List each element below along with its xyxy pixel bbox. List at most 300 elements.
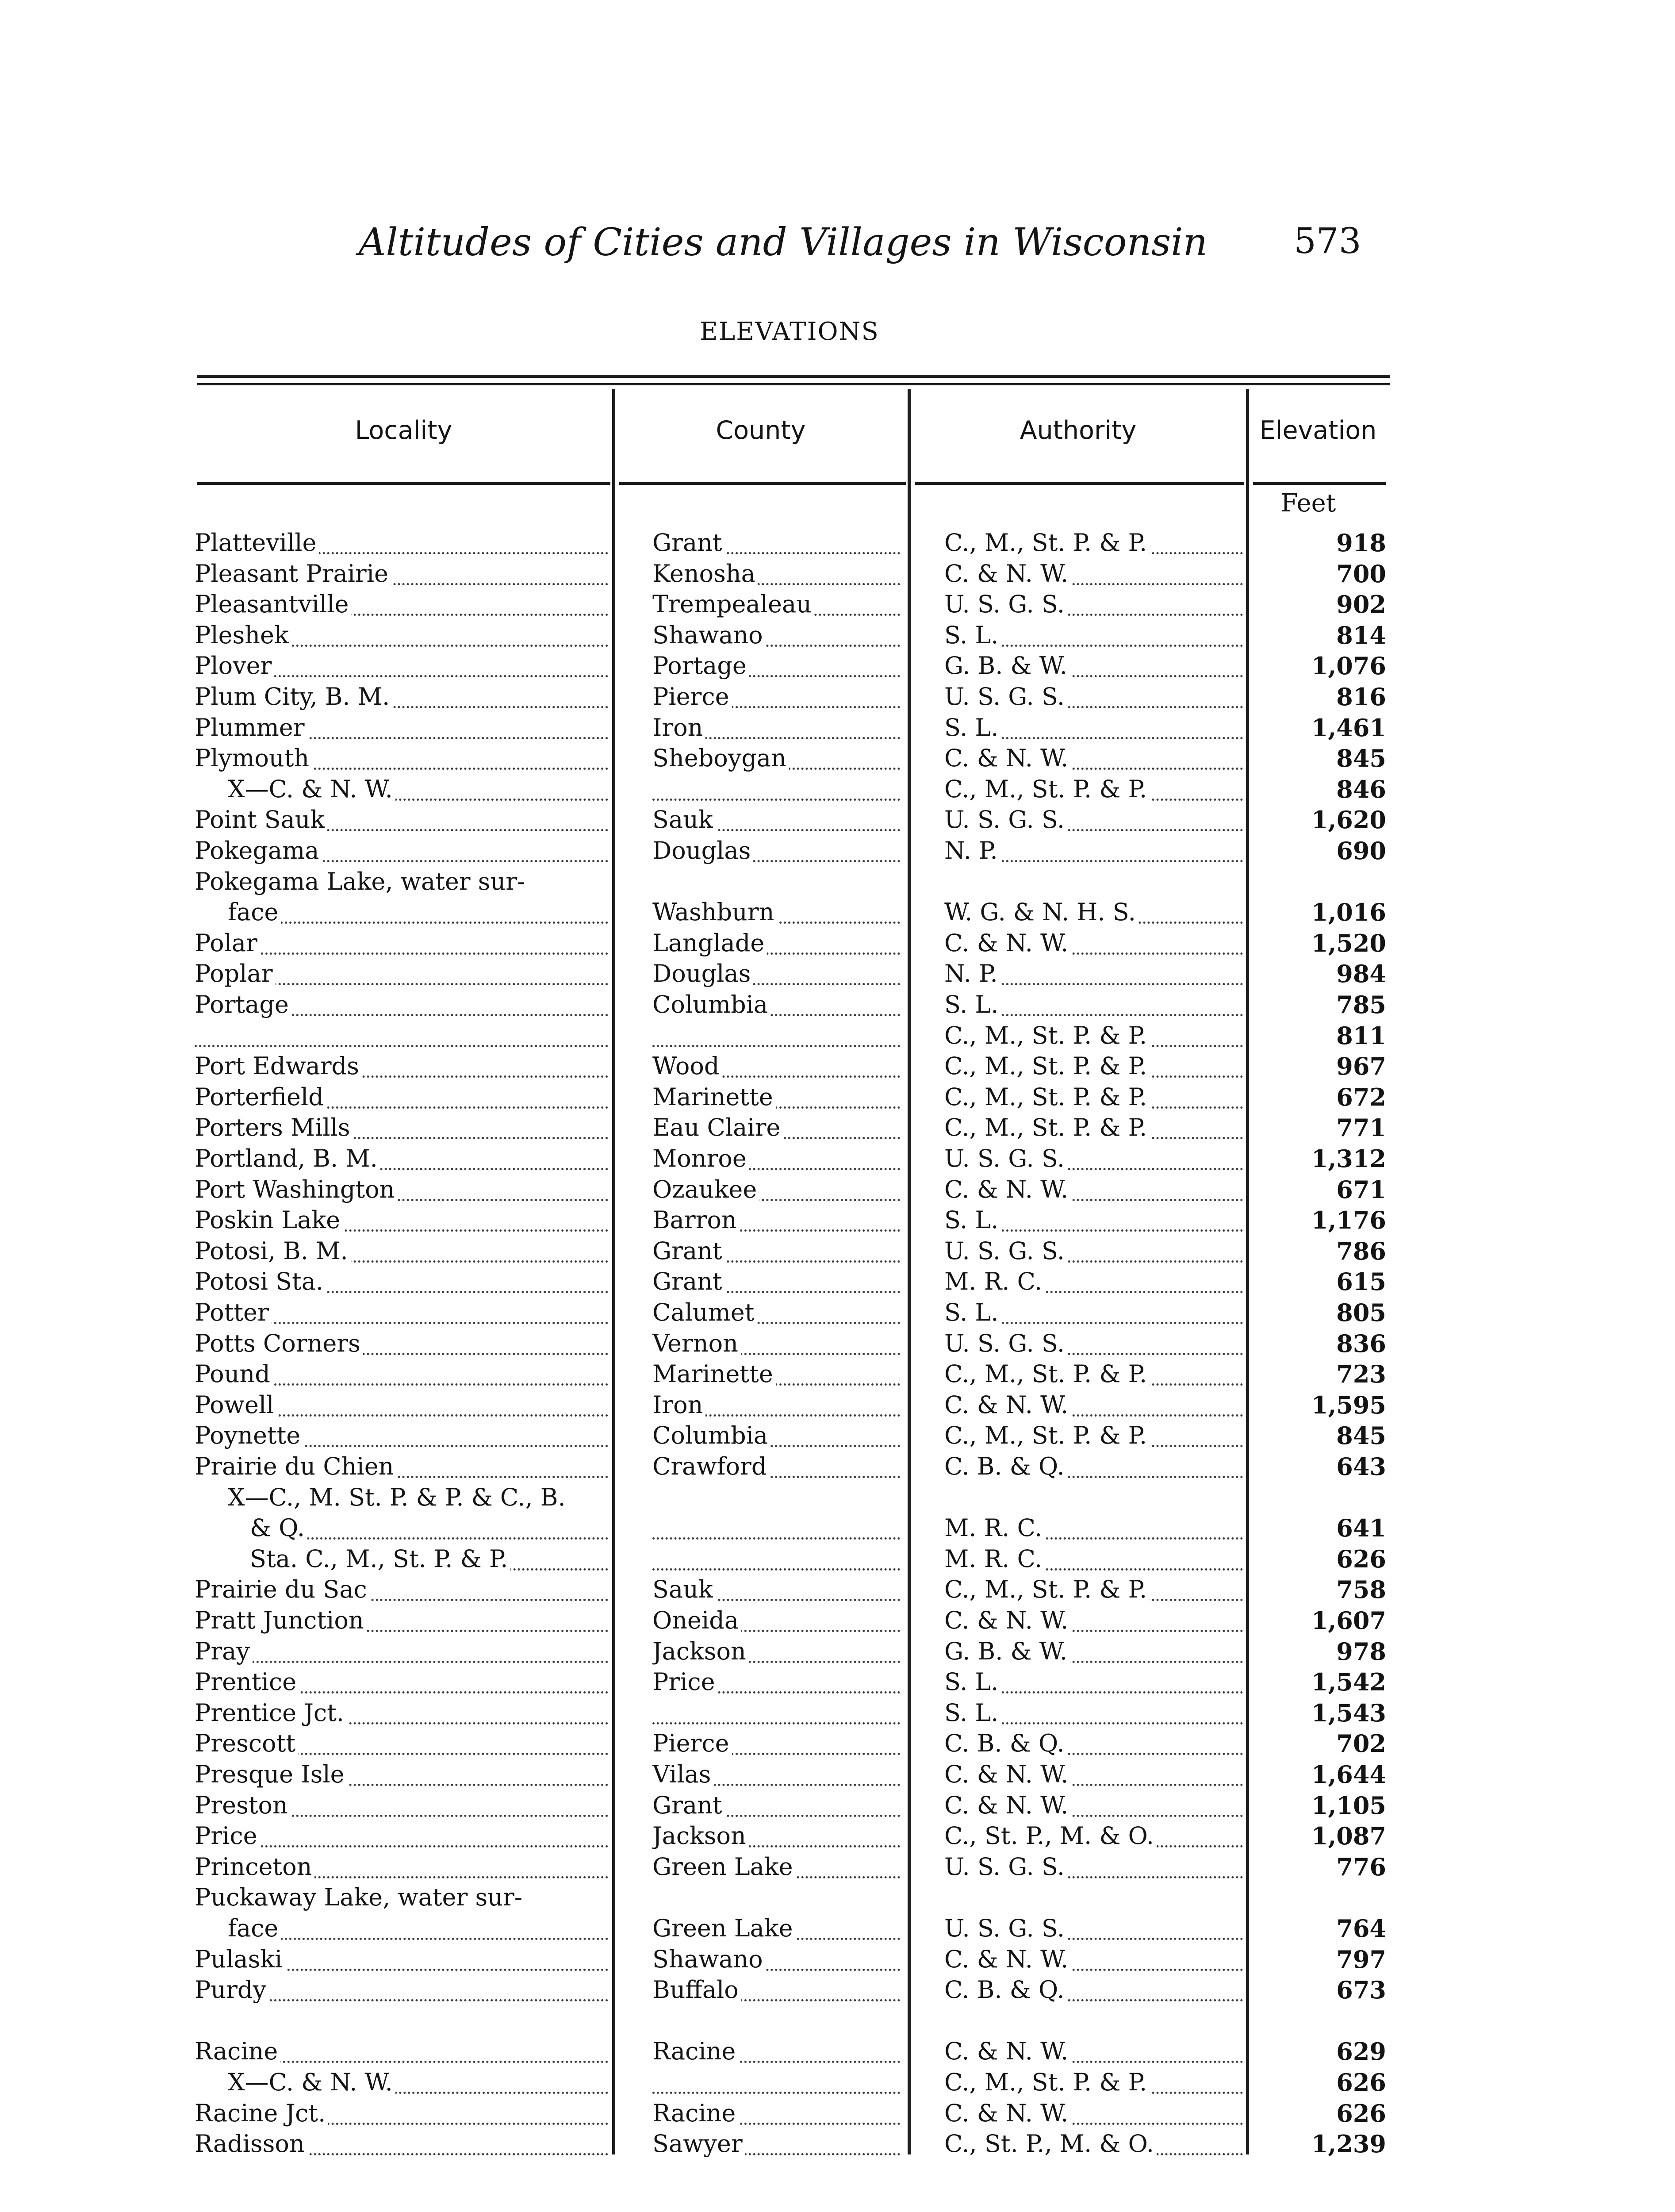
authority-cell (944, 1916, 1243, 1944)
elevation-cell-text: 902 (1336, 592, 1389, 618)
county-cell (652, 1763, 900, 1790)
county-cell-text: Kenosha (652, 562, 758, 588)
county-cell (652, 1701, 900, 1728)
county-cell-text: Racine (652, 2101, 738, 2127)
locality-cell-text: Racine Jct. (195, 2101, 328, 2127)
authority-cell (944, 1116, 1243, 1143)
locality-cell-text: Purdy (195, 1978, 269, 2004)
county-cell (652, 1978, 900, 2005)
locality-cell-text: Pokegama Lake, water sur- (195, 870, 528, 895)
authority-cell-text: N. P. (944, 962, 1000, 987)
locality-cell (195, 1578, 608, 1605)
authority-cell (944, 1393, 1243, 1421)
locality-cell (195, 931, 608, 959)
locality-cell (195, 808, 608, 835)
authority-cell-text: G. B. & W. (944, 1640, 1070, 1665)
authority-cell-text: S. L. (944, 1208, 1001, 1234)
authority-cell-text: C. & N. W. (944, 1178, 1071, 1203)
locality-cell-text: Prentice (195, 1670, 299, 1696)
elevation-cell-text: 1,607 (1311, 1609, 1389, 1635)
authority-cell-text: C. & N. W. (944, 931, 1071, 957)
authority-cell (944, 1024, 1243, 1051)
county-cell (652, 1270, 900, 1297)
county-cell (652, 685, 900, 712)
elevation-cell-text: 786 (1336, 1239, 1389, 1265)
locality-cell (195, 870, 608, 897)
authority-cell (944, 1670, 1243, 1697)
elevation-cell-text: 671 (1336, 1178, 1389, 1204)
elevation-cell-text: 846 (1336, 777, 1389, 803)
locality-cell-text: Pound (195, 1362, 273, 1388)
locality-cell-text: Powell (195, 1393, 276, 1419)
locality-cell-text: Port Washington (195, 1178, 397, 1203)
county-cell-text: Shawano (652, 1947, 766, 1973)
authority-cell (944, 808, 1243, 835)
locality-cell-text: Plymouth (195, 746, 312, 772)
locality-cell (195, 1978, 608, 2005)
county-cell (652, 654, 900, 681)
locality-cell (195, 685, 608, 712)
county-cell-text: Marinette (652, 1085, 776, 1111)
county-cell (652, 1640, 900, 1667)
county-cell (652, 1855, 900, 1882)
authority-cell (944, 716, 1243, 743)
elevation-cell (1252, 839, 1389, 866)
locality-cell (195, 1886, 608, 1913)
elevation-cell (1252, 1732, 1389, 1759)
elevation-cell-text: 673 (1336, 1978, 1389, 2004)
elevation-cell (1252, 2101, 1389, 2129)
authority-cell (944, 839, 1243, 866)
county-cell (652, 1824, 900, 1851)
county-cell-text: Sauk (652, 808, 716, 833)
authority-cell (944, 1085, 1243, 1113)
locality-cell (195, 562, 608, 589)
county-cell (652, 623, 900, 651)
authority-cell-text: C. & N. W. (944, 1763, 1071, 1788)
authority-cell (944, 1147, 1243, 1174)
authority-cell-text: U. S. G. S. (944, 592, 1067, 618)
locality-cell-text: Portland, B. M. (195, 1147, 380, 1172)
locality-cell-text: face (228, 1916, 281, 1942)
county-cell (652, 962, 900, 989)
elevation-cell (1252, 1085, 1389, 1113)
elevation-cell (1252, 623, 1389, 651)
locality-cell-text: Sta. C., M., St. P. & P. (250, 1547, 510, 1573)
locality-cell (228, 1486, 608, 1513)
locality-cell (195, 1824, 608, 1851)
table-caption: ELEVATIONS (700, 317, 879, 346)
county-cell-text: Wood (652, 1054, 722, 1080)
county-cell-text: Sheboygan (652, 746, 789, 772)
county-cell-text: Marinette (652, 1362, 776, 1388)
elevation-cell (1252, 1147, 1389, 1174)
authority-cell (944, 746, 1243, 774)
county-cell-text: Grant (652, 1793, 725, 1819)
elevation-cell-text: 629 (1336, 2039, 1389, 2066)
locality-cell-text: Portage (195, 993, 291, 1018)
locality-cell (195, 1024, 608, 1051)
elevation-cell-text: 626 (1336, 2070, 1389, 2097)
locality-cell-text: Pulaski (195, 1947, 285, 1973)
elevation-cell (1252, 1270, 1389, 1297)
county-cell (652, 1178, 900, 1205)
elevation-cell (1252, 1609, 1389, 1636)
dot-leader (195, 1045, 608, 1047)
authority-cell (944, 1793, 1243, 1821)
county-cell-text: Grant (652, 1239, 725, 1265)
locality-cell-text: Prescott (195, 1732, 298, 1757)
locality-cell-text: & Q. (250, 1516, 307, 1542)
locality-cell-text: Polar (195, 931, 260, 957)
county-cell-text: Ozaukee (652, 1178, 759, 1203)
authority-cell (944, 1978, 1243, 2005)
authority-cell-text: C., M., St. P. & P. (944, 1054, 1150, 1080)
authority-cell-text: N. P. (944, 839, 1000, 864)
county-cell (652, 900, 900, 928)
county-cell-text: Iron (652, 1393, 705, 1419)
county-cell (652, 1085, 900, 1113)
locality-cell (195, 1640, 608, 1667)
locality-cell (195, 2101, 608, 2129)
county-cell (652, 1547, 900, 1575)
locality-cell-text: Pokegama (195, 839, 322, 864)
county-cell (652, 1116, 900, 1143)
locality-cell (195, 1054, 608, 1082)
authority-cell-text: C. B. & Q. (944, 1978, 1067, 2004)
elevation-cell (1252, 2132, 1389, 2159)
elevation-cell (1252, 1362, 1389, 1390)
locality-cell (195, 1085, 608, 1113)
authority-cell (944, 777, 1243, 805)
elevation-cell-text: 1,620 (1311, 808, 1389, 834)
dot-leader (652, 1568, 900, 1571)
county-cell-text: Buffalo (652, 1978, 741, 2004)
authority-cell (944, 1516, 1243, 1544)
elevation-cell (1252, 1116, 1389, 1143)
locality-cell (195, 623, 608, 651)
locality-cell (195, 2039, 608, 2067)
county-cell-text: Douglas (652, 839, 753, 864)
authority-cell (944, 531, 1243, 558)
page-number: 573 (1294, 220, 1361, 261)
locality-cell (250, 1547, 608, 1575)
county-cell (652, 1455, 900, 1482)
locality-cell-text: Pleasant Prairie (195, 562, 391, 588)
elevation-cell-text: 967 (1336, 1054, 1389, 1080)
authority-cell-text: C., St. P., M. & O. (944, 2132, 1157, 2158)
locality-cell (250, 1516, 608, 1544)
locality-cell (195, 716, 608, 743)
elevation-cell (1252, 1424, 1389, 1451)
locality-cell (228, 2070, 608, 2098)
elevation-cell (1252, 685, 1389, 712)
county-cell (652, 1793, 900, 1821)
elevation-cell (1252, 1824, 1389, 1851)
authority-cell (944, 1640, 1243, 1667)
county-cell (652, 592, 900, 620)
column-header-locality: Locality (355, 416, 452, 445)
column-header-elevation: Elevation (1259, 416, 1377, 445)
authority-cell (944, 1239, 1243, 1267)
authority-cell (944, 900, 1243, 928)
locality-cell-text: Puckaway Lake, water sur- (195, 1886, 525, 1911)
authority-cell-text: C. & N. W. (944, 1793, 1071, 1819)
authority-cell-text: C., M., St. P. & P. (944, 1024, 1150, 1049)
elevation-cell-text: 1,461 (1311, 716, 1389, 742)
authority-cell (944, 2101, 1243, 2129)
locality-cell (195, 1270, 608, 1297)
elevation-cell-text: 805 (1336, 1301, 1389, 1327)
county-cell-text: Grant (652, 1270, 725, 1295)
locality-cell-text: Poplar (195, 962, 276, 987)
elevation-cell (1252, 808, 1389, 835)
elevation-cell (1252, 1763, 1389, 1790)
elevation-cell-text: 702 (1336, 1732, 1389, 1758)
authority-cell-text: U. S. G. S. (944, 1855, 1067, 1881)
authority-cell-text: C., M., St. P. & P. (944, 1362, 1150, 1388)
county-cell (652, 839, 900, 866)
locality-cell-text: X—C. & N. W. (228, 2070, 395, 2096)
locality-cell (228, 900, 608, 928)
authority-cell (944, 2039, 1243, 2067)
authority-cell-text: C., M., St. P. & P. (944, 777, 1150, 803)
elevation-cell-text: 776 (1336, 1855, 1389, 1881)
authority-cell-text: C. & N. W. (944, 2039, 1071, 2065)
elevation-cell-text: 836 (1336, 1332, 1389, 1358)
elevation-cell (1252, 931, 1389, 959)
authority-cell-text: C. & N. W. (944, 1609, 1071, 1634)
county-cell-text: Crawford (652, 1455, 769, 1480)
elevation-cell (1252, 1978, 1389, 2005)
county-cell-text: Trempealeau (652, 592, 814, 618)
locality-cell (228, 1916, 608, 1944)
county-cell (652, 2039, 900, 2067)
elevation-cell (1252, 900, 1389, 928)
locality-cell (195, 1793, 608, 1821)
authority-cell (944, 685, 1243, 712)
county-cell (652, 1609, 900, 1636)
elevation-cell (1252, 531, 1389, 558)
county-cell (652, 1670, 900, 1697)
locality-cell-text: Price (195, 1824, 260, 1850)
authority-cell (944, 1947, 1243, 1975)
elevation-cell-text: 1,542 (1311, 1670, 1389, 1696)
county-cell-text: Barron (652, 1208, 740, 1234)
elevation-cell-text: 797 (1336, 1947, 1389, 1974)
locality-cell (195, 1362, 608, 1390)
elevation-cell (1252, 1054, 1389, 1082)
locality-cell (195, 531, 608, 558)
locality-cell-text: Racine (195, 2039, 280, 2065)
elevation-cell-text: 1,595 (1311, 1393, 1389, 1419)
authority-cell-text: U. S. G. S. (944, 685, 1067, 710)
authority-cell-text: C. & N. W. (944, 746, 1071, 772)
elevation-cell-text: 978 (1336, 1640, 1389, 1666)
county-cell (652, 1147, 900, 1174)
elevation-cell (1252, 1455, 1389, 1482)
elevation-cell-text: 1,312 (1311, 1147, 1389, 1173)
column-header-authority: Authority (1020, 416, 1137, 445)
elevation-cell-text: 814 (1336, 623, 1389, 649)
county-cell (652, 1516, 900, 1544)
county-cell-text: Green Lake (652, 1855, 796, 1881)
county-cell (652, 531, 900, 558)
authority-cell-text: S. L. (944, 623, 1001, 649)
locality-cell (195, 654, 608, 681)
elevation-units: Feet (1280, 489, 1336, 518)
locality-cell (195, 1332, 608, 1359)
elevation-cell (1252, 1547, 1389, 1575)
locality-cell (195, 1609, 608, 1636)
authority-cell-text: C., St. P., M. & O. (944, 1824, 1157, 1850)
county-cell (652, 1301, 900, 1328)
county-cell (652, 1947, 900, 1975)
county-cell (652, 1239, 900, 1267)
elevation-cell (1252, 1916, 1389, 1944)
authority-cell-text: C., M., St. P. & P. (944, 1578, 1150, 1603)
authority-cell (944, 654, 1243, 681)
elevation-cell (1252, 716, 1389, 743)
locality-cell-text: Potts Corners (195, 1332, 363, 1357)
authority-cell (944, 993, 1243, 1020)
locality-cell-text: Pray (195, 1640, 253, 1665)
page-title: Altitudes of Cities and Villages in Wisconsin (358, 220, 1207, 265)
county-cell (652, 1916, 900, 1944)
authority-cell (944, 1208, 1243, 1236)
elevation-cell-text: 771 (1336, 1116, 1389, 1142)
locality-cell-text: Potter (195, 1301, 272, 1326)
elevation-cell (1252, 1578, 1389, 1605)
locality-cell (195, 962, 608, 989)
authority-cell (944, 592, 1243, 620)
elevation-cell (1252, 777, 1389, 805)
authority-cell (944, 962, 1243, 989)
locality-cell-text: Pleasantville (195, 592, 351, 618)
county-cell-text: Douglas (652, 962, 753, 987)
authority-cell-text: S. L. (944, 716, 1001, 741)
county-cell (652, 777, 900, 805)
elevation-cell (1252, 1239, 1389, 1267)
authority-cell (944, 931, 1243, 959)
authority-cell-text: U. S. G. S. (944, 1147, 1067, 1172)
county-cell-text: Sawyer (652, 2132, 745, 2158)
authority-cell (944, 1578, 1243, 1605)
authority-cell-text: S. L. (944, 1701, 1001, 1727)
county-cell-text: Jackson (652, 1824, 749, 1850)
locality-cell-text: Point Sauk (195, 808, 327, 833)
locality-cell-text: Potosi, B. M. (195, 1239, 351, 1265)
authority-cell-text: M. R. C. (944, 1516, 1045, 1542)
elevation-cell (1252, 592, 1389, 620)
locality-cell-text: Plum City, B. M. (195, 685, 392, 710)
authority-cell-text: C., M., St. P. & P. (944, 1085, 1150, 1111)
county-cell-text: Racine (652, 2039, 738, 2065)
elevation-cell-text: 615 (1336, 1270, 1389, 1296)
county-cell (652, 1208, 900, 1236)
locality-cell-text: Port Edwards (195, 1054, 362, 1080)
elevation-cell (1252, 562, 1389, 589)
locality-cell-text: Porters Mills (195, 1116, 353, 1141)
elevation-cell (1252, 962, 1389, 989)
column-header-county: County (716, 416, 806, 445)
elevation-cell-text: 816 (1336, 685, 1389, 711)
elevation-cell (1252, 1208, 1389, 1236)
elevation-cell-text: 1,543 (1311, 1701, 1389, 1727)
locality-cell (195, 1208, 608, 1236)
locality-cell (195, 1178, 608, 1205)
authority-cell-text: C. & N. W. (944, 562, 1071, 588)
elevation-cell-text: 764 (1336, 1916, 1389, 1943)
county-cell (652, 1578, 900, 1605)
locality-cell-text: Pratt Junction (195, 1609, 367, 1634)
elevation-cell (1252, 746, 1389, 774)
county-cell (652, 1054, 900, 1082)
authority-cell-text: M. R. C. (944, 1547, 1045, 1573)
county-cell-text: Sauk (652, 1578, 716, 1603)
authority-cell (944, 1547, 1243, 1575)
elevation-cell (1252, 1640, 1389, 1667)
elevation-cell-text: 1,016 (1311, 900, 1389, 926)
authority-cell (944, 2132, 1243, 2159)
county-cell-text: Grant (652, 531, 725, 557)
locality-cell (195, 993, 608, 1020)
county-cell (652, 808, 900, 835)
authority-cell-text: S. L. (944, 1301, 1001, 1326)
elevation-cell-text: 672 (1336, 1085, 1389, 1111)
elevation-cell-text: 845 (1336, 1424, 1389, 1450)
locality-cell-text: Prairie du Chien (195, 1455, 396, 1480)
elevation-cell (1252, 1516, 1389, 1544)
elevation-cell-text: 1,239 (1311, 2132, 1389, 2158)
county-cell-text: Shawano (652, 623, 766, 649)
county-cell-text: Vilas (652, 1763, 714, 1788)
elevation-cell-text: 918 (1336, 531, 1389, 557)
authority-cell-text: C. B. & Q. (944, 1455, 1067, 1480)
county-cell-text: Pierce (652, 1732, 732, 1757)
county-cell-text: Monroe (652, 1147, 749, 1172)
locality-cell (195, 1947, 608, 1975)
locality-cell (195, 1301, 608, 1328)
authority-cell-text: W. G. & N. H. S. (944, 900, 1138, 926)
elevation-cell (1252, 1024, 1389, 1051)
dot-leader (652, 799, 900, 801)
county-cell (652, 1332, 900, 1359)
county-cell-text: Columbia (652, 993, 770, 1018)
county-cell (652, 931, 900, 959)
authority-cell (944, 1732, 1243, 1759)
authority-cell-text: C. & N. W. (944, 1393, 1071, 1419)
authority-cell (944, 623, 1243, 651)
county-cell-text: Jackson (652, 1640, 749, 1665)
authority-cell-text: C. & N. W. (944, 2101, 1071, 2127)
locality-cell-text: Radisson (195, 2132, 307, 2158)
county-cell (652, 1362, 900, 1390)
elevation-cell-text: 1,076 (1311, 654, 1389, 680)
authority-cell (944, 1824, 1243, 1851)
county-cell (652, 746, 900, 774)
county-cell (652, 2132, 900, 2159)
county-cell-text: Green Lake (652, 1916, 796, 1942)
authority-cell (944, 1609, 1243, 1636)
elevation-cell (1252, 993, 1389, 1020)
locality-cell-text: Porterfield (195, 1085, 326, 1111)
locality-cell-text: Plover (195, 654, 274, 680)
elevation-cell (1252, 2070, 1389, 2098)
dot-leader (228, 1938, 608, 1940)
county-cell-text: Vernon (652, 1332, 741, 1357)
county-cell (652, 716, 900, 743)
